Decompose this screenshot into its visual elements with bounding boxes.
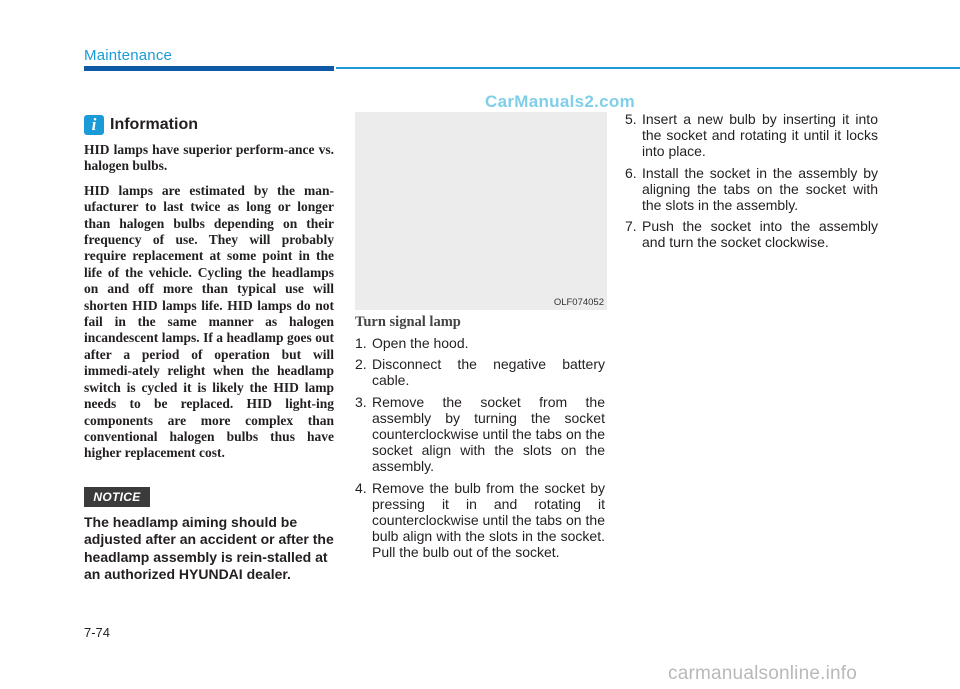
notice-badge: NOTICE [84,487,150,507]
notice-text: The headlamp aiming should be adjusted after an accident or after the headlamp assembly is rein-stalled at an authorized HYUNDAI dealer. [84,514,334,583]
step-item: 1. Open the hood. [355,335,469,351]
step-item: 3. Remove the socket from the assembly by turning the socket counterclockwise until the tabs on the socket align with the slots on the assembly. [355,393,605,475]
step-item: 2. Disconnect the negative battery cable. [355,356,605,389]
footer-watermark: carmanualsonline.info [668,663,858,684]
turn-signal-steps-continued [625,111,878,256]
step-item: 4. Remove the bulb from the socket by pressing it in and rotating it counterclockwise until the tabs on the bulb align with the slots in the socket. Pull the bulb out of the socket. [355,479,605,561]
step-item: 5. Insert a new bulb by inserting it into the socket and rotating it until it locks into place. [625,111,878,160]
header-bar [84,66,334,71]
header-rule [336,67,960,69]
section-title: Maintenance [84,47,173,64]
turn-signal-steps [355,335,605,566]
step-item: 7. Push the socket into the assembly and turn the socket clockwise. [625,218,878,251]
figure-photo [355,112,607,310]
figure-code: OLF074052 [553,297,604,308]
info-paragraph: HID lamps have superior perform-ance vs. halogen bulbs. [84,142,334,174]
information-header [84,115,198,135]
information-title: Information [110,116,198,133]
information-body [84,142,334,470]
page-number: 7-74 [84,625,111,640]
info-icon: i [84,115,104,135]
step-item: 6. Install the socket in the assembly by aligning the tabs on the socket with the slots in the assembly. [625,164,878,214]
info-paragraph: HID lamps are estimated by the man-ufacturer to last twice as long or longer than halogen bulbs depending on their frequency of use. They will probably require replacement at some point in the life of the vehicle. Cycling the headlamps on and off more than typical use will shorten HID lamps life. HID lamps do not fail in the same manner as halogen incandescent lamps. If a headlamp goes out after a period of operation but will immedi-ately relight when the headlamp switch is cycled it is likely the HID lamp needs to be replaced. HID light-ing components are more complex than conventional halogen bulbs thus have higher replacement cost. [84,182,334,461]
turn-signal-heading: Turn signal lamp [355,314,461,330]
watermark-top: CarManuals2.com [485,92,635,111]
